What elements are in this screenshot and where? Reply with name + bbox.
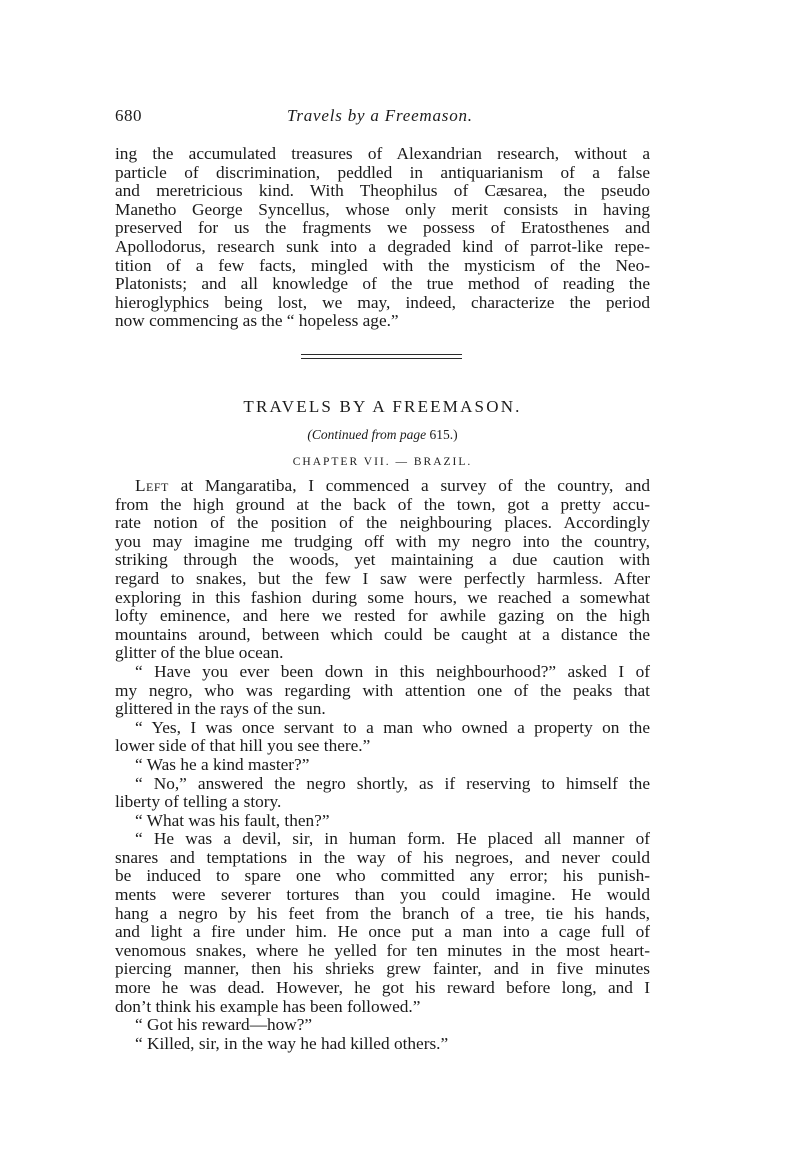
line-text: at Mangaratiba, I commenced a survey of the country, and	[168, 476, 650, 495]
continued-note	[115, 427, 650, 443]
text-line: mountains around, between which could be caught at a distance the	[115, 624, 650, 644]
text-line: snares and temptations in the way of his negroes, and never could	[115, 847, 650, 867]
article-title: TRAVELS BY A FREEMASON.	[243, 397, 522, 416]
text-line: and meretricious kind. With Theophilus of Cæsarea, the pseudo	[115, 181, 650, 201]
text-line: “ Got his reward—how?”	[135, 1015, 313, 1035]
text-line: “ Was he a kind master?”	[135, 754, 310, 774]
text-line: particle of discrimination, peddled in antiquarianism of a false	[115, 162, 650, 182]
text-line: “ No,” answered the negro shortly, as if reserving to himself the	[135, 773, 650, 793]
text-line: Apollodorus, research sunk into a degraded kind of parrot-like repe-	[115, 236, 650, 256]
text-line: lofty eminence, and here we rested for awhile gazing on the high	[115, 606, 650, 626]
text-line: striking through the woods, yet maintaining a due caution with	[115, 550, 650, 570]
text-line: my negro, who was regarding with attention one of the peaks that	[115, 680, 650, 700]
continued-page: 615.)	[426, 427, 458, 442]
text-line: rate notion of the position of the neighbouring places. Accordingly	[115, 513, 650, 533]
running-title: Travels by a Freemason.	[287, 106, 473, 125]
text-line: hang a negro by his feet from the branch of a tree, tie his hands,	[115, 903, 650, 923]
section-divider	[301, 354, 462, 362]
text-line: lower side of that hill you see there.”	[115, 736, 371, 756]
text-line: “ Have you ever been down in this neighbourhood?” asked I of	[135, 661, 650, 681]
text-line: piercing manner, then his shrieks grew fainter, and in five minutes	[115, 959, 650, 979]
text-line: you may imagine me trudging off with my negro into the country,	[115, 531, 650, 551]
divider-line-upper	[301, 354, 462, 355]
text-line: venomous snakes, where he yelled for ten minutes in the most heart-	[115, 940, 650, 960]
text-line: Manetho George Syncellus, whose only merit consists in having	[115, 199, 650, 219]
text-line: glitter of the blue ocean.	[115, 643, 284, 663]
text-line: tition of a few facts, mingled with the mysticism of the Neo-	[115, 255, 650, 275]
text-line: from the high ground at the back of the town, got a pretty accu-	[115, 494, 650, 514]
text-line: now commencing as the “ hopeless age.”	[115, 311, 399, 331]
page-number: 680	[115, 106, 142, 125]
text-line: regard to snakes, but the few I saw were perfectly harmless. After	[115, 568, 650, 588]
text-line: more he was dead. However, he got his reward before long, and I	[115, 978, 650, 998]
text-line: hieroglyphics being lost, we may, indeed, characterize the period	[115, 292, 650, 312]
text-line: Platonists; and all knowledge of the true method of reading the	[115, 274, 650, 294]
divider-line-lower	[301, 358, 462, 359]
text-line: “ Killed, sir, in the way he had killed others.”	[135, 1033, 449, 1053]
top-paragraph	[115, 145, 650, 331]
text-line: “ He was a devil, sir, in human form. He placed all manner of	[135, 829, 650, 849]
text-line: “ Yes, I was once servant to a man who owned a property on the	[135, 717, 650, 737]
opening-word: Left	[135, 476, 169, 495]
article-body	[115, 477, 650, 1053]
text-line: ing the accumulated treasures of Alexandrian research, without a	[115, 144, 650, 163]
text-line: preserved for us the fragments we possess of Eratosthenes and	[115, 218, 650, 238]
text-line: glittered in the rays of the sun.	[115, 699, 326, 719]
text-line	[115, 477, 650, 496]
chapter-heading: CHAPTER VII. — BRAZIL.	[292, 456, 473, 468]
text-line: “ What was his fault, then?”	[135, 810, 330, 830]
text-line: and light a fire under him. He once put a man into a cage full of	[115, 922, 650, 942]
text-line: exploring in this fashion during some hours, we reached a somewhat	[115, 587, 650, 607]
continued-prefix: (Continued from page	[307, 427, 427, 442]
text-line: don’t think his example has been followed.”	[115, 996, 421, 1016]
text-line: liberty of telling a story.	[115, 792, 282, 812]
text-line: ments were severer tortures than you could imagine. He would	[115, 885, 650, 905]
text-line: be induced to spare one who committed any error; his punish-	[115, 866, 650, 886]
page-header	[115, 106, 650, 130]
